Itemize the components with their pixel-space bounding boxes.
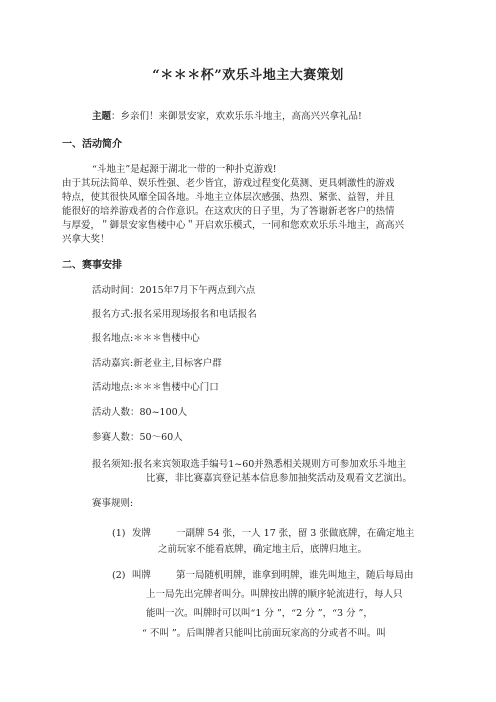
intro-line-3: 特点，使其很快风靡全国各地。斗地主立体层次感强、热烈、紧张、益智，并且 <box>62 192 395 203</box>
intro-line-2: 由于其玩法简单、娱乐性强、老少皆宜，游戏过程变化莫测、更具刺激性的游戏 <box>62 178 395 189</box>
event-time: 活动时间：2015年7月下午两点到六点 <box>92 285 256 296</box>
theme-line <box>92 110 362 124</box>
event-venue: 活动地点:＊＊＊售楼中心门口 <box>92 382 219 393</box>
rule-2-line-1: 第一局随机明牌，谁拿到明牌，谁先叫地主，随后每局由 <box>176 570 414 581</box>
rule-2-number: (2) <box>112 570 126 581</box>
intro-line-1: “斗地主”是起源于湖北一带的一种扑克游戏! <box>92 164 277 175</box>
rule-1-line-2: 之前玩家不能看底牌，确定地主后，底牌归地主。 <box>158 544 368 555</box>
signup-notice-line-1: 报名须知:报名来宾领取选手编号1~60并熟悉相关规则方可参加欢乐斗地主 <box>92 459 407 470</box>
section-heading-schedule: 二、赛事安排 <box>62 260 122 271</box>
rule-2-name: 叫牌 <box>132 570 152 581</box>
theme-text: ：乡亲们！来御景安家，欢欢乐乐斗地主，高高兴兴拿礼品! <box>111 111 362 122</box>
event-competitors: 参赛人数：50～60人 <box>92 432 183 443</box>
signup-notice-line-2: 比赛，非比赛嘉宾登记基本信息参加抽奖活动及观看文艺演出。 <box>146 473 413 484</box>
intro-line-5: 与厚爱，＂御景安家售楼中心＂开启欢乐模式，一同和您欢欢乐乐斗地主，高高兴 <box>62 220 405 231</box>
rules-label: 赛事规则: <box>92 498 134 509</box>
signup-method: 报名方式:报名采用现场报名和电话报名 <box>92 309 257 320</box>
theme-label: 主题 <box>92 111 112 122</box>
rule-1-number: (1) <box>112 528 126 539</box>
document-title: “＊＊＊杯”欢乐斗地主大赛策划 <box>152 68 344 83</box>
rule-2-line-2: 上一局先出完牌者叫分。叫牌按出牌的顺序轮流进行，每人只 <box>146 589 403 600</box>
event-guests: 活动嘉宾:新老业主,目标客户群 <box>92 358 222 369</box>
intro-line-6: 兴拿大奖！ <box>62 234 110 245</box>
rule-2-line-3: 能叫一次。叫牌时可以叫“1 分 ”，“2 分 ”，“3 分 ”， <box>146 608 373 619</box>
event-participants: 活动人数：80~100人 <box>92 407 188 418</box>
signup-place: 报名地点:＊＊＊售楼中心 <box>92 333 200 344</box>
intro-line-4: 能很好的培养游戏者的合作意识。在这欢庆的日子里，为了答谢新老客户的热情 <box>62 206 395 217</box>
rule-1-name: 发牌 <box>132 528 152 539</box>
section-heading-intro: 一、活动简介 <box>62 139 122 150</box>
rule-2-line-4: “ 不叫 ”。后叫牌者只能叫比前面玩家高的分或者不叫。叫 <box>142 628 386 639</box>
rule-1-line-1: 一副牌 54 张，一人 17 张，留 3 张做底牌，在确定地主 <box>176 528 415 539</box>
